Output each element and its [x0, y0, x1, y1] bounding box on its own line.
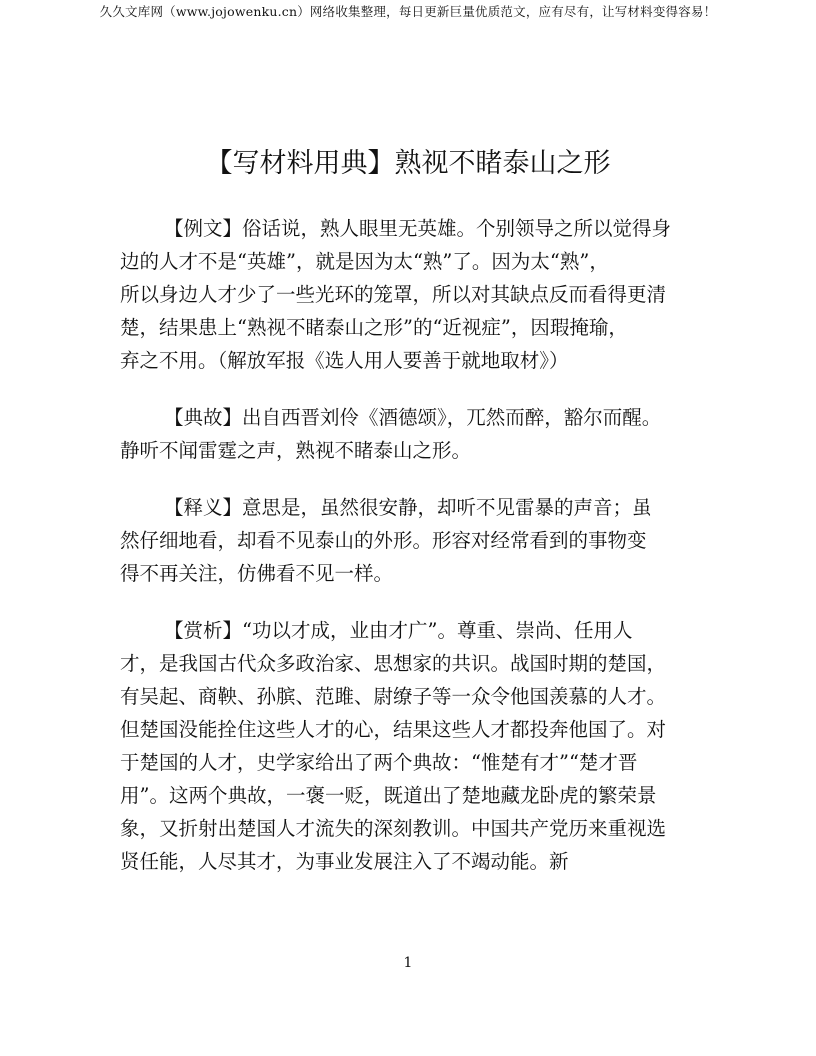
header-banner: 久久文库网（www.jojowenku.cn）网络收集整理，每日更新巨量优质范文，应有尽有，让写材料变得容易！: [99, 4, 717, 19]
paragraph-example: [120, 212, 718, 377]
paragraph-appreciation: [120, 614, 718, 878]
paragraph-line: 于楚国的人才，史学家给出了两个典故：“惟楚有才”“楚才晋: [120, 751, 638, 774]
paragraph-allusion: [120, 401, 718, 467]
document-title: 【写材料用典】熟视不睹泰山之形: [205, 148, 611, 179]
paragraph-meaning: [120, 491, 718, 590]
page-number: 1: [403, 955, 413, 971]
paragraph-line: 【典故】出自西晋刘伶《酒德颂》，兀然而醉，豁尔而醒。: [164, 406, 662, 429]
paragraph-line: 有吴起、商鞅、孙膑、范雎、尉缭子等一众令他国羡慕的人才。: [120, 685, 667, 708]
paragraph-line: 弃之不用。（解放军报《选人用人要善于就地取材》）: [120, 349, 569, 372]
paragraph-line: 边的人才不是“英雄”，就是因为太“熟”了。因为太“熟”，: [120, 250, 609, 273]
paragraph-line: 楚，结果患上“熟视不睹泰山之形”的“近视症”，因瑕掩瑜，: [120, 316, 628, 339]
paragraph-line: 【赏析】“功以才成，业由才广”。尊重、崇尚、任用人: [164, 619, 633, 642]
paragraph-line: 象，又折射出楚国人才流失的深刻教训。中国共产党历来重视选: [120, 817, 667, 840]
paragraph-line: 但楚国没能拴住这些人才的心，结果这些人才都投奔他国了。对: [120, 718, 667, 741]
paragraph-line: 才，是我国古代众多政治家、思想家的共识。战国时期的楚国，: [120, 652, 667, 675]
paragraph-line: 静听不闻雷霆之声，熟视不睹泰山之形。: [120, 439, 472, 462]
paragraph-line: 【释义】意思是，虽然很安静，却听不见雷暴的声音；虽: [164, 496, 652, 519]
paragraph-line: 得不再关注，仿佛看不见一样。: [120, 562, 394, 585]
paragraph-line: 贤任能，人尽其才，为事业发展注入了不竭动能。新: [120, 850, 569, 873]
paragraph-line: 然仔细地看，却看不见泰山的外形。形容对经常看到的事物变: [120, 529, 647, 552]
paragraph-line: 【例文】俗话说，熟人眼里无英雄。个别领导之所以觉得身: [164, 217, 672, 240]
paragraph-line: 用”。这两个典故，一褒一贬，既道出了楚地藏龙卧虎的繁荣景: [120, 784, 657, 807]
paragraph-line: 所以身边人才少了一些光环的笼罩，所以对其缺点反而看得更清: [120, 283, 667, 306]
document-body: [120, 212, 718, 902]
